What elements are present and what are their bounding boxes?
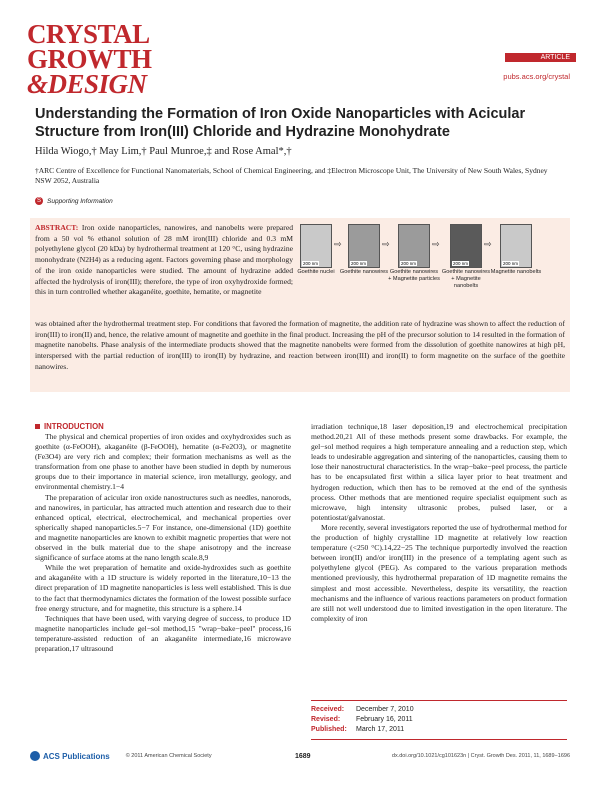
micrograph-5 <box>500 224 532 268</box>
toc-label: Goethite nanowires <box>339 269 389 275</box>
abstract-text-1: Iron oxide nanoparticles, nanowires, and nanobelts were prepared from a 50 vol % ethanol solution of 28 mM iron(III) chloride and 0.3 mM polyethylene glycol (20 kDa) by hydrothermal treatment at 120 °C, using hydrazine monohydrate (N2H4) as a reducing agent. Factors governing phase and morphology of the iron oxide nanoparticles were studied. The amount of hydrazine added affected the hydrolysis of iron(III); therefore, the type of iron oxyhydroxide formed; this in turn controlled whether akaganéite, goethite, hematite, or magnetite <box>35 223 293 297</box>
logo-line-3: &DESIGN <box>27 68 147 99</box>
micrograph-2 <box>348 224 380 268</box>
scale-bar-label: 200 nm <box>303 261 319 266</box>
section-title: INTRODUCTION <box>44 422 104 431</box>
affiliation: †ARC Centre of Excellence for Functional Nanomaterials, School of Chemical Engineering, and ‡Electron Microscope Unit, The University of New South Wales, Sydney NSW 2052, Australia <box>35 166 548 185</box>
scale-bar-label: 200 nm <box>503 261 519 266</box>
arrow-icon: ⇨ <box>382 240 390 250</box>
publication-dates <box>311 700 567 740</box>
authors: Hilda Wiogo,† May Lim,† Paul Munroe,‡ and Rose Amal*,† <box>35 146 292 157</box>
left-column <box>35 432 291 654</box>
journal-url[interactable]: pubs.acs.org/crystal <box>503 72 570 81</box>
micrograph-4 <box>450 224 482 268</box>
paragraph: While the wet preparation of hematite and oxide-hydroxides such as goethite and akaganéite with a 1D structure is widely reported in the literature,10−13 the direct preparation of 1D magnetite nanoparticles is less well established. This is due to the fact that thermodynamics dictates the formation of the lowest possible surface free energy structure, and for magnetite, this structure is a sphere.14 <box>35 563 291 613</box>
paragraph: The physical and chemical properties of iron oxides and oxyhydroxides such as goethite (α-FeOOH), akaganéite (β-FeOOH), hematite (α-Fe2O3), or magnetite (Fe3O4) are very rich and complex; their formation mechanisms as well as the transformation from one phase to another have been studied in depth by numerous groups due to their importance in material science, iron metallurgy, geology, and environmental chemistry.1−4 <box>35 432 291 492</box>
toc-label: Goethite nanowires + Magnetite particles <box>388 269 440 282</box>
publisher-name: ACS Publications <box>43 751 110 761</box>
paragraph: Techniques that have been used, with varying degree of success, to produce 1D magnetite nanoparticles include gel−sol method,15 "wrap−bake−peel" process,16 temperature-assisted reduction of an akaganéite intermediate,16 microwave preparation,17 ultrasound <box>35 613 291 653</box>
right-column <box>311 422 567 624</box>
logo-line-2: GROWTH <box>27 43 152 74</box>
scale-bar-label: 200 nm <box>453 261 469 266</box>
scale-bar-label: 200 nm <box>351 261 367 266</box>
arrow-icon: ⇨ <box>334 240 342 250</box>
supporting-info-icon: S <box>36 198 41 204</box>
date-row: Published: March 17, 2011 <box>311 726 405 733</box>
article-tag: ARTICLE <box>505 53 576 62</box>
abstract-part1 <box>35 223 293 298</box>
page-number: 1689 <box>295 752 311 760</box>
supporting-info-link[interactable] <box>35 197 113 205</box>
date-row: Revised: February 16, 2011 <box>311 716 413 723</box>
toc-graphic <box>297 224 565 320</box>
toc-label: Goethite nanowires + Magnetite nanobelts <box>441 269 491 289</box>
section-heading <box>35 422 104 431</box>
abstract-part2: was obtained after the hydrothermal treatment step. For conditions that favored the formation of magnetite, the addition rate of hydrazine was shown to affect the reduction of iron(III) to iron(II) and, hence, the relative amount of magnetite and goethite in the final product. Increasing the pH of the precursor solution to 14 resulted in the formation of magnetite nanobelts. Phase analysis of the intermediate products showed that the magnetite nanobelts were formed from the dissolution of goethite nanowires at high pH, interspersed with the partial reduction of iron(III) to iron(II) by hydrazine, and reaction between iron(III) and iron(II) to form magnetite on the surface of the goethite nanowires. <box>35 319 565 371</box>
micrograph-3 <box>398 224 430 268</box>
date-row: Received: December 7, 2010 <box>311 706 414 713</box>
arrow-icon: ⇨ <box>432 240 440 250</box>
toc-label: Goethite nuclei <box>297 269 335 275</box>
supporting-info-label: Supporting Information <box>47 197 113 205</box>
paragraph: The preparation of acicular iron oxide nanostructures such as needles, nanorods, and nanowires, in particular, has attracted much attention and research due to their enhanced optical, electrical, electrochemical, and mechanical properties over spherically shaped nanoparticles.5−7 For instance, one-dimensional (1D) goethite and magnetite nanoparticles are known to exhibit magnetic properties that were not observed in the bulk material due to the shape anisotropy and the increase significance of surface atoms at the nano length scale.8,9 <box>35 492 291 563</box>
logo-line-1: CRYSTAL <box>27 19 150 49</box>
toc-label: Magnetite nanobelts <box>490 269 542 275</box>
article-title: Understanding the Formation of Iron Oxide Nanoparticles with Acicular Structure from Iron(III) Chloride and Hydrazine Monohydrate <box>35 106 526 140</box>
paragraph: More recently, several investigators reported the use of hydrothermal method for the production of highly crystalline 1D magnetite at relatively low reaction temperature (<250 °C).14,22−25 The technique purportedly involved the reaction between iron(II) and/or iron(III) in the presence of a templating agent such as polyethylene glycol (PEG). As compared to the various preparation methods mentioned previously, this hydrothermal preparation of 1D magnetite remains the simplest and most accessible. Nevertheless, despite its versatility, the reaction mechanisms and the influence of various reactions parameters on product formation are still not well understood due to limited investigation in the open literature. The complexity of iron <box>311 522 567 623</box>
abstract-label: ABSTRACT: <box>35 223 79 232</box>
page-footer <box>30 749 570 763</box>
scale-bar-label: 200 nm <box>401 261 417 266</box>
publisher-logo <box>30 751 110 761</box>
micrograph-1 <box>300 224 332 268</box>
doi-citation[interactable]: dx.doi.org/10.1021/cg101623n | Cryst. Growth Des. 2011, 11, 1689−1696 <box>391 753 570 759</box>
acs-logo-icon <box>30 751 40 761</box>
section-bullet-icon <box>35 424 40 429</box>
arrow-icon: ⇨ <box>484 240 492 250</box>
copyright: © 2011 American Chemical Society <box>125 753 212 759</box>
paragraph: irradiation technique,18 laser deposition,19 and electrochemical precipitation method.20,21 All of these methods present some drawbacks. For example, the gel−sol method requires a high temperature annealing and a reduction step, which leads to undesirable aggregation and sintering of the nanoparticles, causing them to lose their nanostructural characteristics. In the wrap−bake−peel process, the particle has to be encapsulated first within a silica layer prior to heat treatment and hydrogen reduction, which then has to be removed at the end of the synthesis process. Other methods that are mentioned require specialist equipment such as microwave, high intensity ultrasonic probes, pulsed laser, or a potentiostat/galvanostat. <box>311 422 567 522</box>
journal-logo <box>27 19 152 99</box>
